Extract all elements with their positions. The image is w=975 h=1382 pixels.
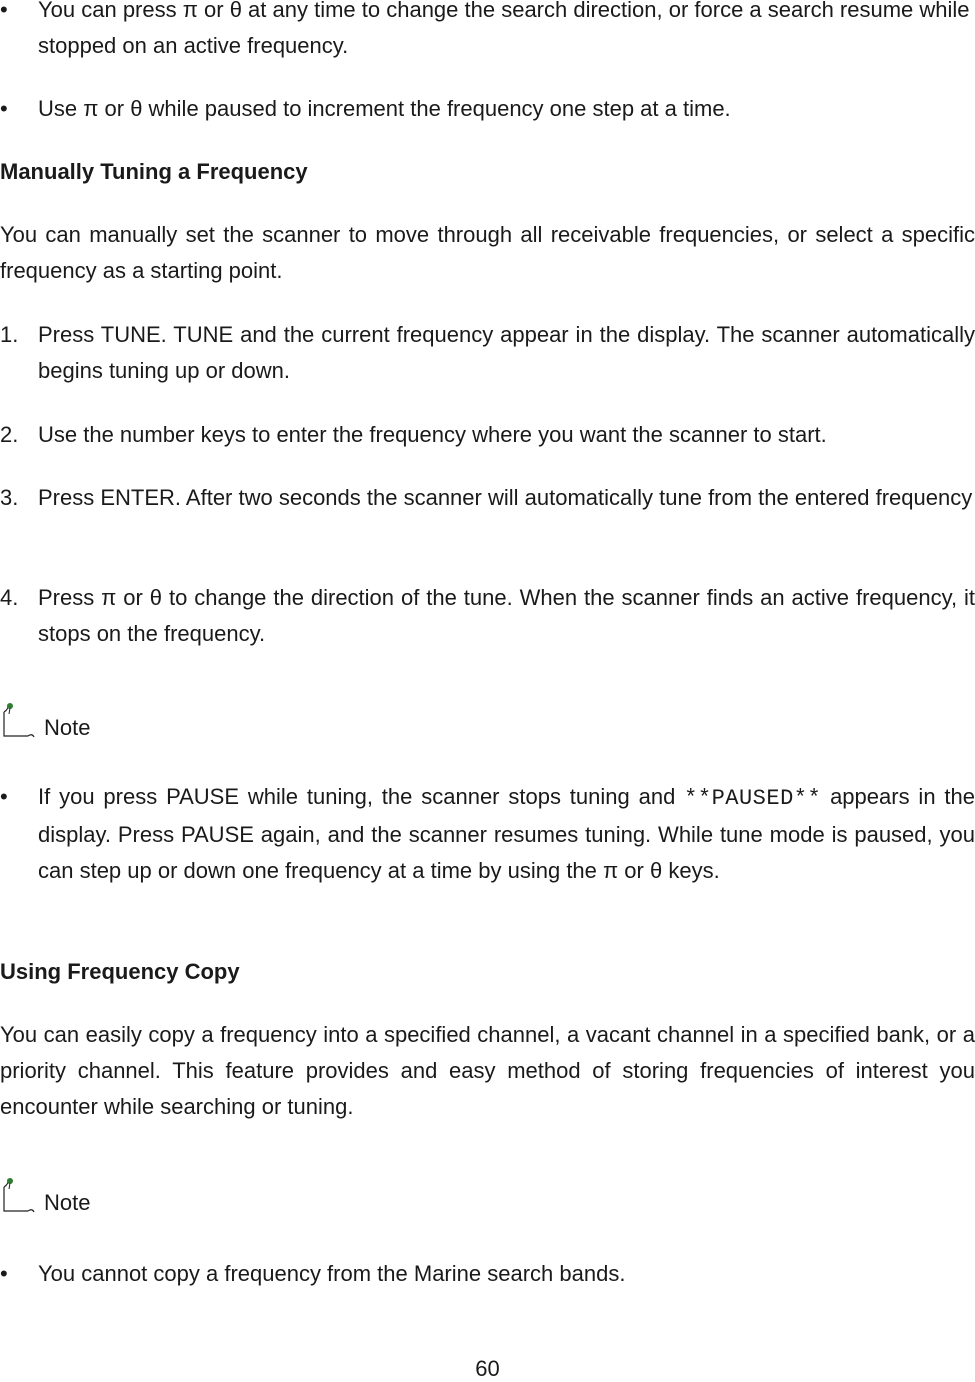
heading-manually-tuning: Manually Tuning a Frequency [0,159,308,184]
step-number: 1. [0,322,19,347]
bullet-search-direction: You can press π or θ at any time to change the search direction, or force a search resume while stopped on an active frequency. [38,0,970,58]
note-label: Note [44,715,91,740]
bullet-marker: • [0,1261,8,1286]
paused-display-code: **PAUSED** [684,786,822,811]
step-2-text: Use the number keys to enter the frequency where you want the scanner to start. [38,422,827,447]
note-callout [0,1175,90,1215]
pause-note-before: If you press PAUSE while tuning, the scanner stops tuning and [38,784,685,809]
paragraph-manual-intro: You can manually set the scanner to move through all receivable frequencies, or select a specific frequency as a starting point. [0,222,975,283]
note-label: Note [44,1190,91,1215]
pause-note-after: appears in the display. Press PAUSE again, and the scanner resumes tuning. While tune mode is paused, you can step up or down one frequency at a time by using the π or θ keys. [38,784,975,883]
bullet-marker: • [0,784,8,809]
bullet-marker: • [0,96,8,121]
step-number: 4. [0,585,19,610]
bullet-step-frequency: Use π or θ while paused to increment the frequency one step at a time. [38,96,731,121]
heading-frequency-copy: Using Frequency Copy [0,959,240,984]
step-number: 2. [0,422,19,447]
note-callout [0,700,90,740]
step-4-text: Press π or θ to change the direction of the tune. When the scanner finds an active frequency, it stops on the frequency. [38,585,975,646]
page-number: 60 [475,1356,500,1381]
note-paper-icon [0,700,40,740]
bullet-marine-note: You cannot copy a frequency from the Marine search bands. [38,1261,626,1286]
bullet-pause-note [38,779,975,889]
bullet-marker: • [0,0,8,22]
step-number: 3. [0,485,19,510]
step-3-text: Press ENTER. After two seconds the scanner will automatically tune from the entered frequency [38,485,973,510]
step-1-text: Press TUNE. TUNE and the current frequency appear in the display. The scanner automatically begins tuning up or down. [38,322,975,383]
note-paper-icon [0,1175,40,1215]
paragraph-copy-intro: You can easily copy a frequency into a specified channel, a vacant channel in a specified bank, or a priority channel. This feature provides and easy method of storing frequencies of interest you encounter while searching or tuning. [0,1022,975,1119]
